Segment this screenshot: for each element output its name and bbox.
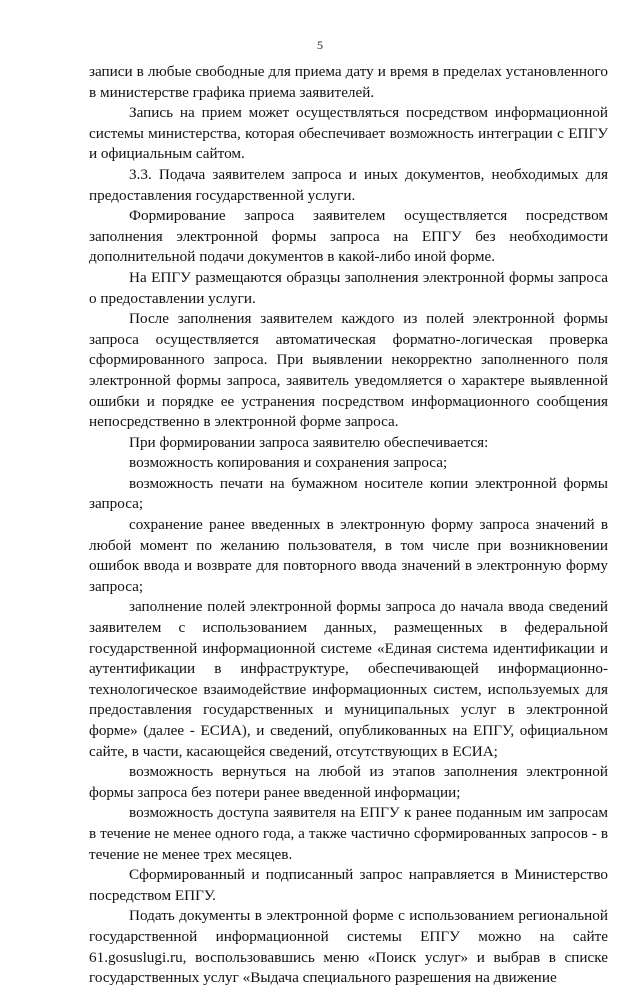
paragraph: Запись на прием может осуществляться посредством информационной системы министерства, которая обеспечивает возможность интеграции с ЕПГУ и официальным сайтом.: [89, 104, 608, 163]
document-body: [89, 62, 608, 989]
paragraph: При формировании запроса заявителю обеспечивается:: [129, 433, 489, 451]
paragraph: 3.3. Подача заявителем запроса и иных документов, необходимых для предоставления государственной услуги.: [89, 165, 608, 204]
paragraph: возможность копирования и сохранения запроса;: [129, 454, 448, 472]
paragraph: После заполнения заявителем каждого из полей электронной формы запроса осуществляется автоматическая форматно-логическая проверка сформированного запроса. При выявлении некорректно заполненного поля электронной формы запроса, заявитель уведомляется о характере выявленной ошибки и порядке ее устранения посредством информационного сообщения непосредственно в электронной форме запроса.: [89, 310, 608, 431]
page-number: 5: [317, 38, 323, 52]
paragraph: возможность печати на бумажном носителе копии электронной формы запроса;: [89, 474, 608, 513]
paragraph: возможность доступа заявителя на ЕПГУ к ранее поданным им запросам в течение не менее одного года, а также частично сформированных запросов - в течение не менее трех месяцев.: [89, 804, 608, 863]
paragraph: Формирование запроса заявителем осуществляется посредством заполнения электронной формы запроса на ЕПГУ без необходимости дополнительной подачи документов в какой-либо иной форме.: [89, 207, 608, 266]
paragraph: заполнение полей электронной формы запроса до начала ввода сведений заявителем с использованием данных, размещенных в федеральной государственной информационной системе «Единая система идентификации и аутентификации в инфраструктуре, обеспечивающей информационно-технологическое взаимодействие информационных систем, используемых для предоставления государственных и муниципальных услуг в электронной форме» (далее - ЕСИА), и сведений, опубликованных на ЕПГУ, официальном сайте, в части, касающейся сведений, отсутствующих в ЕСИА;: [89, 598, 608, 760]
paragraph: записи в любые свободные для приема дату и время в пределах установленного в министерстве графика приема заявителей.: [89, 63, 608, 101]
paragraph: возможность вернуться на любой из этапов заполнения электронной формы запроса без потери ранее введенной информации;: [89, 763, 608, 801]
paragraph: Сформированный и подписанный запрос направляется в Министерство посредством ЕПГУ.: [89, 866, 608, 904]
paragraph: сохранение ранее введенных в электронную форму запроса значений в любой момент по желанию пользователя, в том числе при возникновении ошибок ввода и возврате для повторного ввода значений в электронную форму запроса;: [89, 516, 608, 595]
paragraph: На ЕПГУ размещаются образцы заполнения электронной формы запроса о предоставлении услуги.: [89, 268, 608, 307]
paragraph: Подать документы в электронной форме с использованием региональной государственной информационной системы ЕПГУ можно на сайте 61.gosuslugi.ru, воспользовавшись меню «Поиск услуг» и выбрав в списке государственных услуг «Выдача специального разрешения на движение: [89, 907, 608, 987]
